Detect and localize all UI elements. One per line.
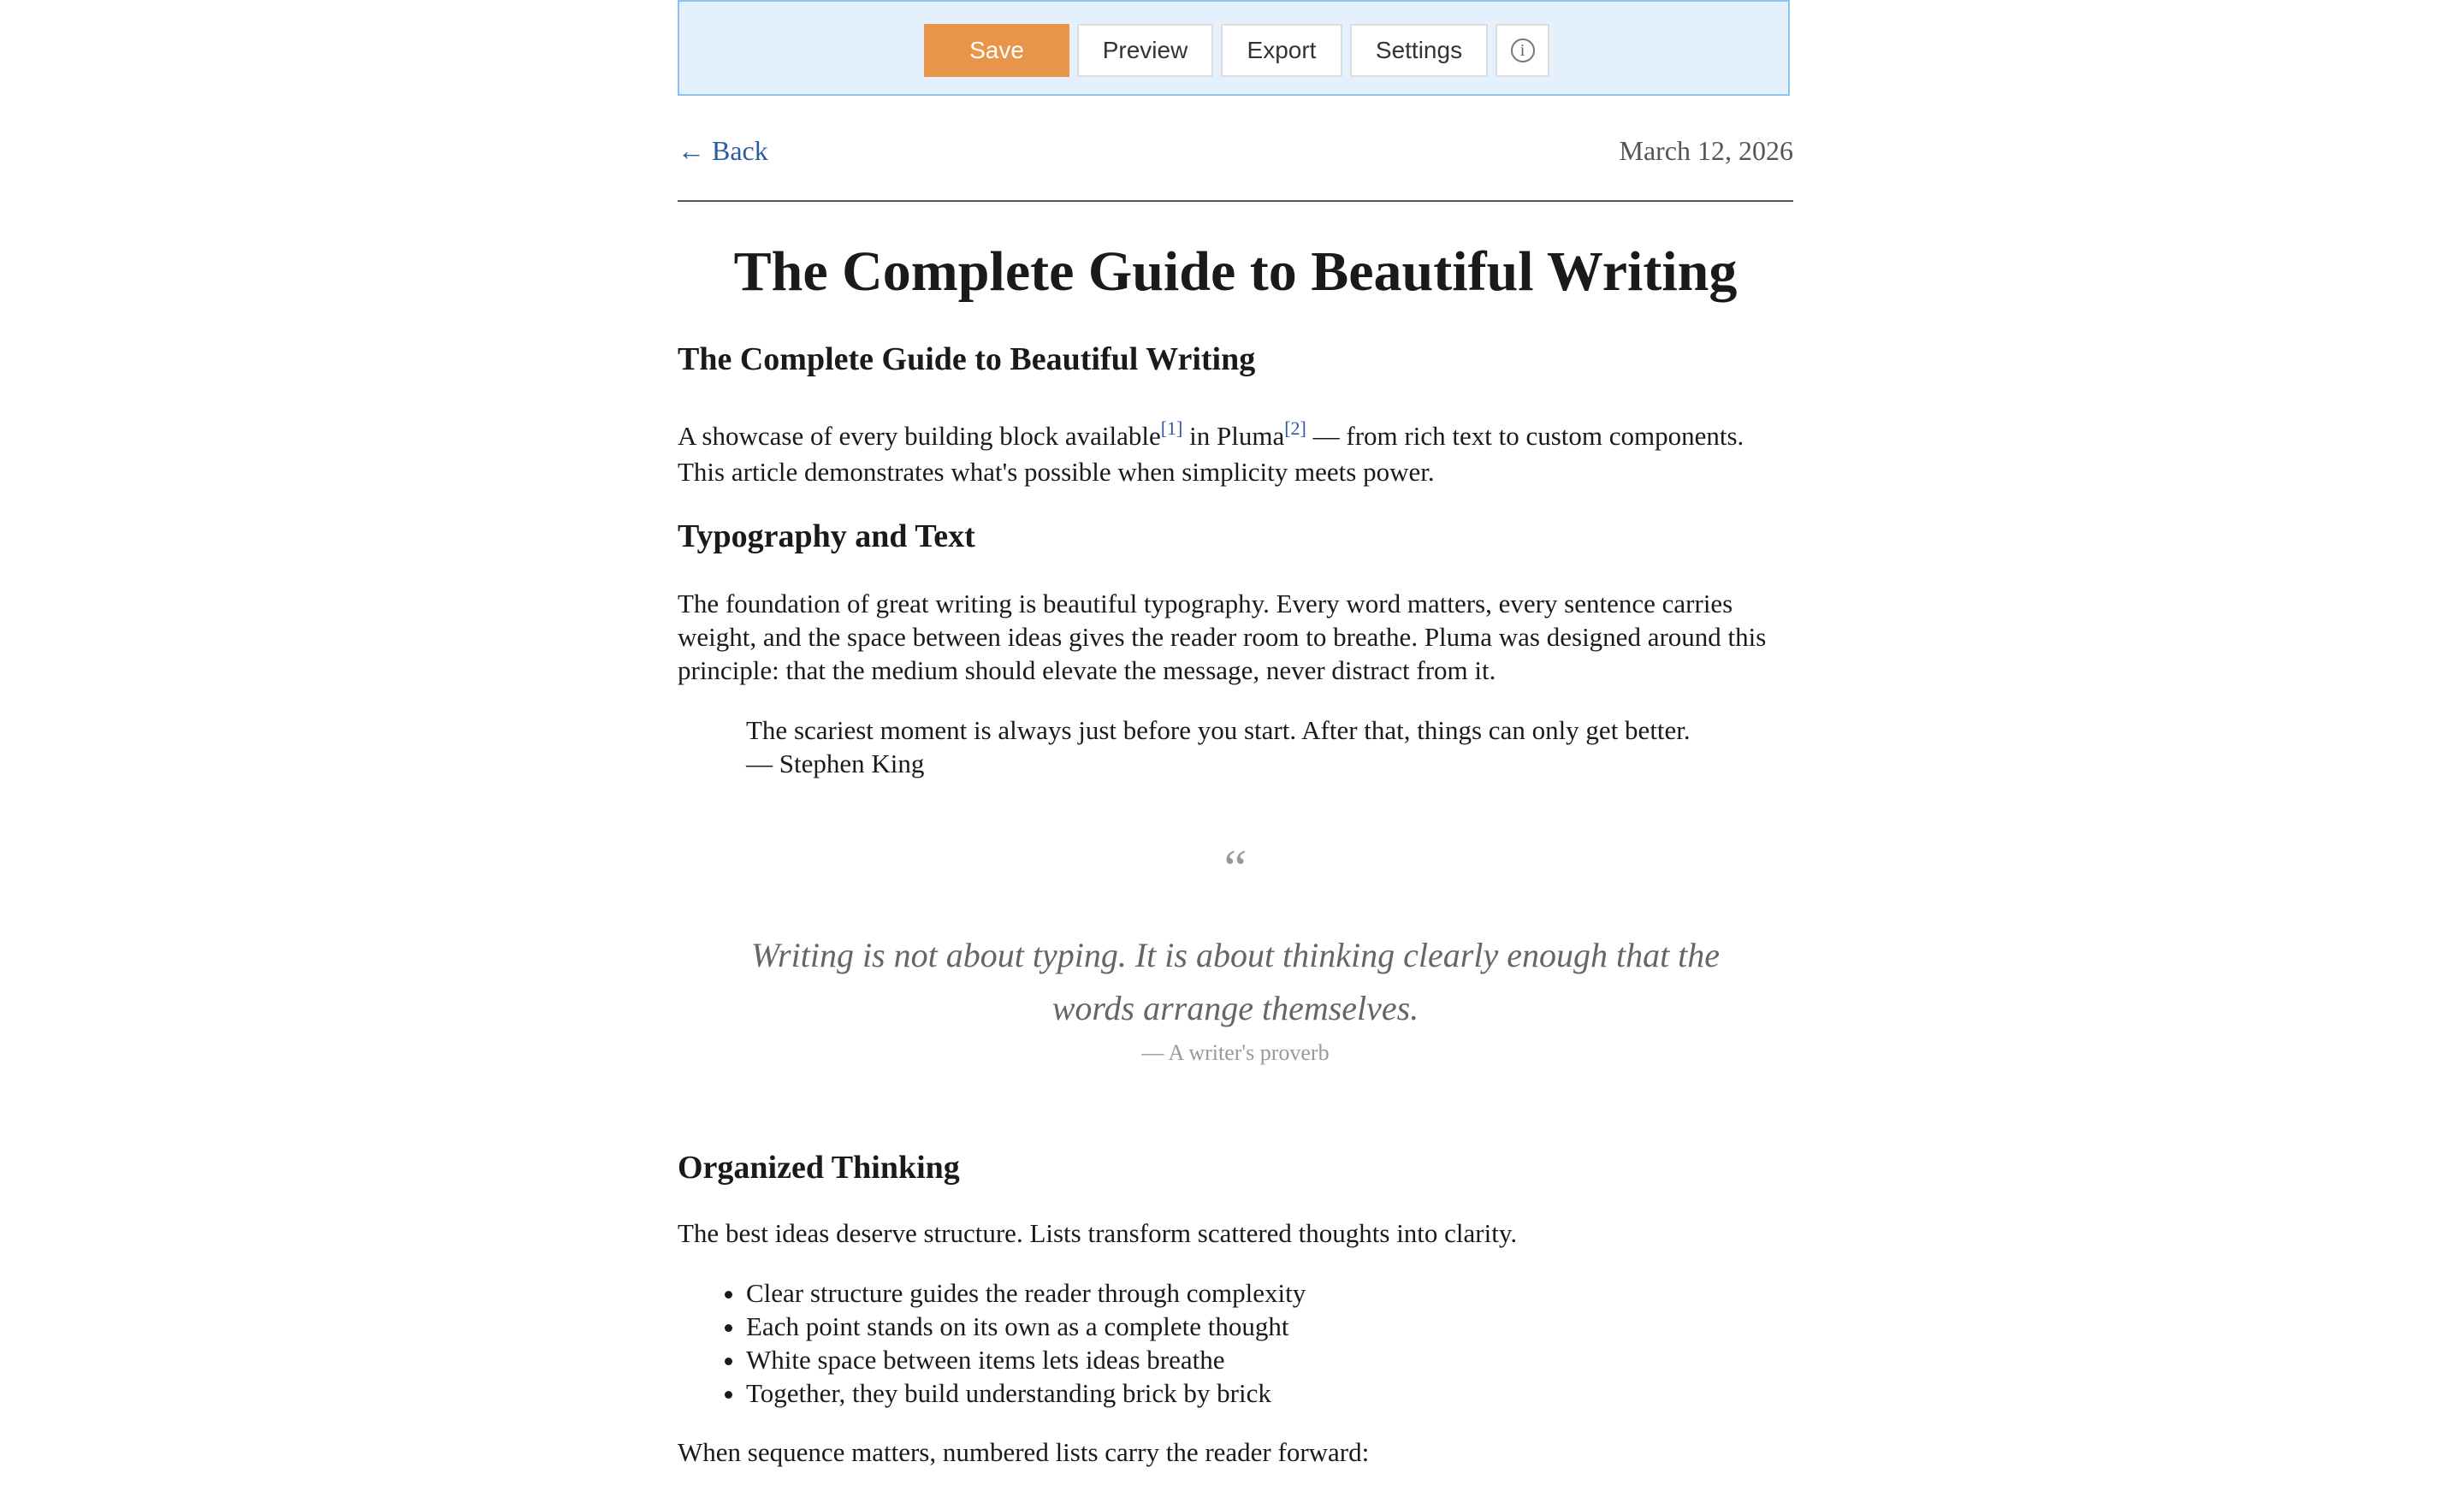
divider [678,200,1793,202]
page-title: The Complete Guide to Beautiful Writing [733,240,1738,303]
blockquote-author: — Stephen King [746,748,925,778]
organized-paragraph: The best ideas deserve structure. Lists transform scattered thoughts into clarity. [678,1218,1518,1248]
section-heading-typography: Typography and Text [678,518,975,554]
export-button[interactable]: Export [1221,24,1342,77]
toolbar [678,0,1790,96]
article-subtitle: The Complete Guide to Beautiful Writing [678,341,1256,377]
pull-quote-text: Writing is not about typing. It is about thinking clearly enough that the words arrange themselves. [750,936,1721,1027]
bullet-list [678,1276,1306,1410]
article-nav [678,135,1793,178]
footnote-ref-2[interactable]: [2] [1284,417,1306,439]
blockquote-text: The scariest moment is always just before you start. After that, things can only get better. [746,715,1691,745]
footnote-ref-1[interactable]: [1] [1160,417,1183,439]
intro-paragraph [678,419,1793,488]
settings-button[interactable]: Settings [1350,24,1488,77]
save-button[interactable]: Save [924,24,1069,77]
list-item: • Together, they build understanding brick by brick [746,1376,1306,1410]
preview-button[interactable]: Preview [1077,24,1213,77]
quote-mark-icon: “ [1223,840,1247,896]
list-item: • White space between items lets ideas breathe [746,1343,1306,1376]
intro-text-2: in Pluma [1182,421,1285,451]
info-icon: i [1511,38,1535,62]
pull-quote [678,840,1793,1066]
list-item: • Clear structure guides the reader through complexity [746,1276,1306,1310]
section-heading-organized: Organized Thinking [678,1150,960,1186]
back-link[interactable]: ← Back [678,135,768,166]
typography-paragraph: The foundation of great writing is beautiful typography. Every word matters, every sentence carries weight, and the space between ideas gives the reader room to breathe. Pluma was designed around this principle: that the medium should elevate the message, never distract from it. [678,589,1767,685]
publish-date: March 12, 2026 [1619,135,1793,166]
intro-text-3: — from rich text to custom components. This article demonstrates what's possible when simplicity meets power. [678,421,1744,487]
info-button[interactable] [1496,24,1549,77]
list-item: • Each point stands on its own as a complete thought [746,1310,1306,1343]
pull-quote-cite: — A writer's proverb [1141,1040,1330,1065]
intro-text-1: A showcase of every building block available [678,421,1161,451]
numbered-intro-paragraph: When sequence matters, numbered lists carry the reader forward: [678,1437,1370,1467]
blockquote [746,713,1793,780]
